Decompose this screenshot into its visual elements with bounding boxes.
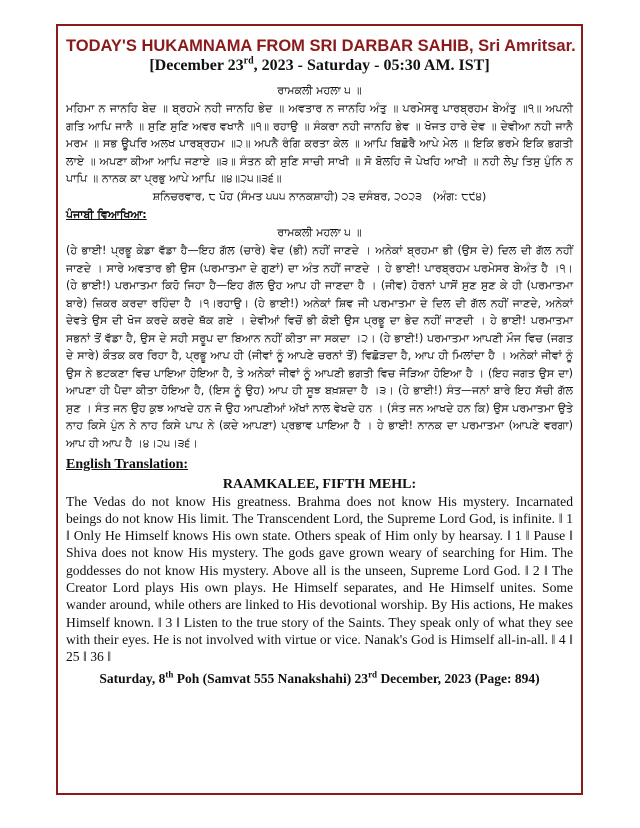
punjabi-meaning-text: (ਹੇ ਭਾਈ! ਪ੍ਰਭੂ ਕੇਡਾ ਵੱਡਾ ਹੈ—ਇਹ ਗੱਲ (ਚਾਰੇ) ਵੇਦ (ਭੀ) ਨਹੀਂ ਜਾਣਦੇ । ਅਨੇਕਾਂ ਬ੍ਰਹਮਾ ਭੀ (ਉਸ ਦੇ) ਦਿਲ ਦੀ ਗੱਲ ਨਹੀਂ ਜਾਣਦੇ । ਸਾਰੇ ਅਵਤਾਰ ਭੀ ਉਸ (ਪਰਮਾਤਮਾ ਦੇ ਗੁਣਾਂ) ਦਾ ਅੰਤ ਨਹੀਂ ਜਾਣਦੇ । ਹੇ ਭਾਈ! ਪਾਰਬ੍ਰਹਮ ਪਰਮੇਸਰ ਬੇਅੰਤ ਹੈ ।੧। (ਹੇ ਭਾਈ!) ਪਰਮਾਤਮਾ ਕਿਹੋ ਜਿਹਾ ਹੈ—ਇਹ ਗੱਲ ਉਹ ਆਪ ਹੀ ਜਾਣਦਾ ਹੈ । (ਜੀਵ) ਹੋਰਨਾਂ ਪਾਸੋਂ ਸੁਣ ਸੁਣ ਕੇ ਹੀ (ਪਰਮਾਤਮਾ ਬਾਰੇ) ਜ਼ਿਕਰ ਕਰਦਾ ਰਹਿੰਦਾ ਹੈ ।੧।ਰਹਾਉ। (ਹੇ ਭਾਈ!) ਅਨੇਕਾਂ ਸ਼ਿਵ ਜੀ ਪਰਮਾਤਮਾ ਦੇ ਦਿਲ ਦੀ ਗੱਲ ਨਹੀਂ ਜਾਣਦੇ, ਅਨੇਕਾਂ ਦੇਵਤੇ ਉਸ ਦੀ ਖੋਜ ਕਰਦੇ ਕਰਦੇ ਥੱਕ ਗਏ । ਦੇਵੀਆਂ ਵਿਚੋਂ ਭੀ ਕੋਈ ਉਸ ਪ੍ਰਭੂ ਦਾ ਭੇਦ ਨਹੀਂ ਜਾਣਦੀ । ਹੇ ਭਾਈ! ਪਰਮਾਤਮਾ ਸਭਨਾਂ ਤੋਂ ਵੱਡਾ ਹੈ, ਉਸ ਦੇ ਸਹੀ ਸਰੂਪ ਦਾ ਬਿਆਨ ਨਹੀਂ ਕੀਤਾ ਜਾ ਸਕਦਾ ।੨। (ਹੇ ਭਾਈ!) ਪਰਮਾਤਮਾ ਆਪਣੀ ਮੌਜ ਵਿਚ (ਜਗਤ ਦੇ ਸਾਰੇ) ਕੌਤਕ ਕਰ ਰਿਹਾ ਹੈ, ਪ੍ਰਭੂ ਆਪ ਹੀ (ਜੀਵਾਂ ਨੂੰ ਆਪਣੇ ਚਰਨਾਂ ਤੋਂ) ਵਿਛੋੜਦਾ ਹੈ, ਆਪ ਹੀ ਮਿਲਾਂਦਾ ਹੈ । ਅਨੇਕਾਂ ਜੀਵਾਂ ਨੂੰ ਉਸ ਨੇ ਭਟਕਣਾ ਵਿਚ ਪਾਇਆ ਹੋਇਆ ਹੈ, ਤੇ ਅਨੇਕਾਂ ਜੀਵਾਂ ਨੂੰ ਆਪਣੀ ਭਗਤੀ ਵਿਚ ਜੋੜਿਆ ਹੋਇਆ ਹੈ । (ਇਹ ਜਗਤ ਉਸ ਦਾ) ਆਪਣਾ ਹੀ ਪੈਦਾ ਕੀਤਾ ਹੋਇਆ ਹੈ, (ਇਸ ਨੂੰ ਉਹ) ਆਪ ਹੀ ਸੂਝ ਬਖ਼ਸ਼ਦਾ ਹੈ ।੩। (ਹੇ ਭਾਈ!) ਸੰਤ—ਜਨਾਂ ਬਾਰੇ ਇਹ ਸੱਚੀ ਗੱਲ ਸੁਣ । ਸੰਤ ਜਨ ਉਹ ਕੁਝ ਆਖਦੇ ਹਨ ਜੋ ਉਹ ਆਪਣੀਆਂ ਅੱਖਾਂ ਨਾਲ ਵੇਖਦੇ ਹਨ । (ਸੰਤ ਜਨ ਆਖਦੇ ਹਨ ਕਿ) ਉਸ ਪਰਮਾਤਮਾ ਉਤੇ ਨਾਹ ਕਿਸੇ ਪੁੰਨ ਨੇ ਨਾਹ ਕਿਸੇ ਪਾਪ ਨੇ (ਕਦੇ ਆਪਣਾ) ਪ੍ਰਭਾਵ ਪਾਇਆ ਹੈ । ਹੇ ਭਾਈ! ਨਾਨਕ ਦਾ ਪਰਮਾਤਮਾ (ਆਪਣੇ ਵਰਗਾ) ਆਪ ਹੀ ਆਪ ਹੈ ।੪।੨੫।੩੬। — [66, 243, 573, 450]
punjabi-meaning-heading: ਪੰਜਾਬੀ ਵਿਆਖਿਆ: — [66, 207, 147, 221]
footer-day: Saturday, 8 — [99, 670, 166, 686]
punjabi-meaning-title: ਰਾਮਕਲੀ ਮਹਲਾ ੫ ॥ — [277, 225, 362, 239]
punjabi-date-line — [66, 188, 573, 206]
footer-date-line — [66, 670, 573, 688]
date-rest: , 2023 - Saturday - 05:30 AM. IST] — [253, 57, 490, 74]
english-heading: English Translation: — [66, 456, 189, 472]
date-sup: rd — [243, 55, 254, 67]
english-text: The Vedas do not know His greatness. Brahma does not know His mystery. Incarnated beings do not know His limit. The Transcendent Lord, the Supreme Lord God, is infinite. ‖ 1 ‖ Only He Himself knows His own state. Others speak of Him only by hearsay. ‖ 1 ‖ Pause ‖ Shiva does not know His mystery. The gods gave grown weary of searching for Him. The goddesses do not know His mystery. Above all is the unseen, Supreme Lord God. ‖ 2 ‖ The Creator Lord plays His own plays. He Himself separates, and He Himself unites. Some wander around, while others are linked to His devotional worship. By His actions, He makes Himself known. ‖ 3 ‖ Listen to the true story of the Saints. They speak only of what they see with their eyes. He is not involved with virtue or vice. Nanak's God is Himself all-in-all. ‖ 4 ‖ 25 ‖ 36 ‖ — [66, 493, 573, 665]
footer-end: December, 2023 (Page: 894) — [377, 670, 540, 686]
footer-day-sup: th — [165, 669, 174, 679]
punjabi-date: ਸ਼ਨਿਚਰਵਾਰ, ੮ ਪੋਹ (ਸੰਮਤ ੫੫੫ ਨਾਨਕਸ਼ਾਹੀ) ੨੩ ਦਸੰਬਰ, ੨੦੨੩ — [152, 189, 423, 203]
footer-date-sup: rd — [368, 669, 378, 679]
date-open: [December 23 — [149, 57, 244, 74]
english-title: RAAMKALEE, FIFTH MEHL: — [222, 476, 417, 492]
hukamnama-page — [56, 24, 583, 795]
page-title: TODAY'S HUKAMNAMA FROM SRI DARBAR SAHIB, Sri Amritsar. — [66, 37, 576, 55]
date-line — [66, 56, 573, 76]
ang-number: (ਅੰਗ: ੮੯੪) — [432, 189, 487, 203]
gurbani-heading: ਰਾਮਕਲੀ ਮਹਲਾ ੫ ॥ — [277, 84, 362, 97]
gurbani-text: ਮਹਿਮਾ ਨ ਜਾਨਹਿ ਬੇਦ ॥ ਬ੍ਰਹਮੇ ਨਹੀ ਜਾਨਹਿ ਭੇਦ ॥ ਅਵਤਾਰ ਨ ਜਾਨਹਿ ਅੰਤੁ ॥ ਪਰਮੇਸਰੁ ਪਾਰਬ੍ਰਹਮ ਬੇਅੰਤੁ ॥੧॥ ਅਪਨੀ ਗਤਿ ਆਪਿ ਜਾਨੈ ॥ ਸੁਣਿ ਸੁਣਿ ਅਵਰ ਵਖਾਨੈ ॥੧॥ ਰਹਾਉ ॥ ਸੰਕਰਾ ਨਹੀ ਜਾਨਹਿ ਭੇਵ ॥ ਖੋਜਤ ਹਾਰੇ ਦੇਵ ॥ ਦੇਵੀਆ ਨਹੀ ਜਾਨੈ ਮਰਮ ॥ ਸਭ ਊਪਰਿ ਅਲਖ ਪਾਰਬ੍ਰਹਮ ॥੨॥ ਅਪਨੈ ਰੰਗਿ ਕਰਤਾ ਕੇਲ ॥ ਆਪਿ ਬਿਛੋਰੈ ਆਪੇ ਮੇਲ ॥ ਇਕਿ ਭਰਮੇ ਇਕਿ ਭਗਤੀ ਲਾਏ ॥ ਅਪਣਾ ਕੀਆ ਆਪਿ ਜਣਾਏ ॥੩॥ ਸੰਤਨ ਕੀ ਸੁਣਿ ਸਾਚੀ ਸਾਖੀ ॥ ਸੋ ਬੋਲਹਿ ਜੋ ਪੇਖਹਿ ਆਖੀ ॥ ਨਹੀ ਲੇਪੁ ਤਿਸੁ ਪੁੰਨਿ ਨ ਪਾਪਿ ॥ ਨਾਨਕ ਕਾ ਪ੍ਰਭੁ ਆਪੇ ਆਪਿ ॥੪॥੨੫॥੩੬॥ — [66, 102, 573, 186]
footer-middle: Poh (Samvat 555 Nanakshahi) 23 — [173, 670, 369, 686]
